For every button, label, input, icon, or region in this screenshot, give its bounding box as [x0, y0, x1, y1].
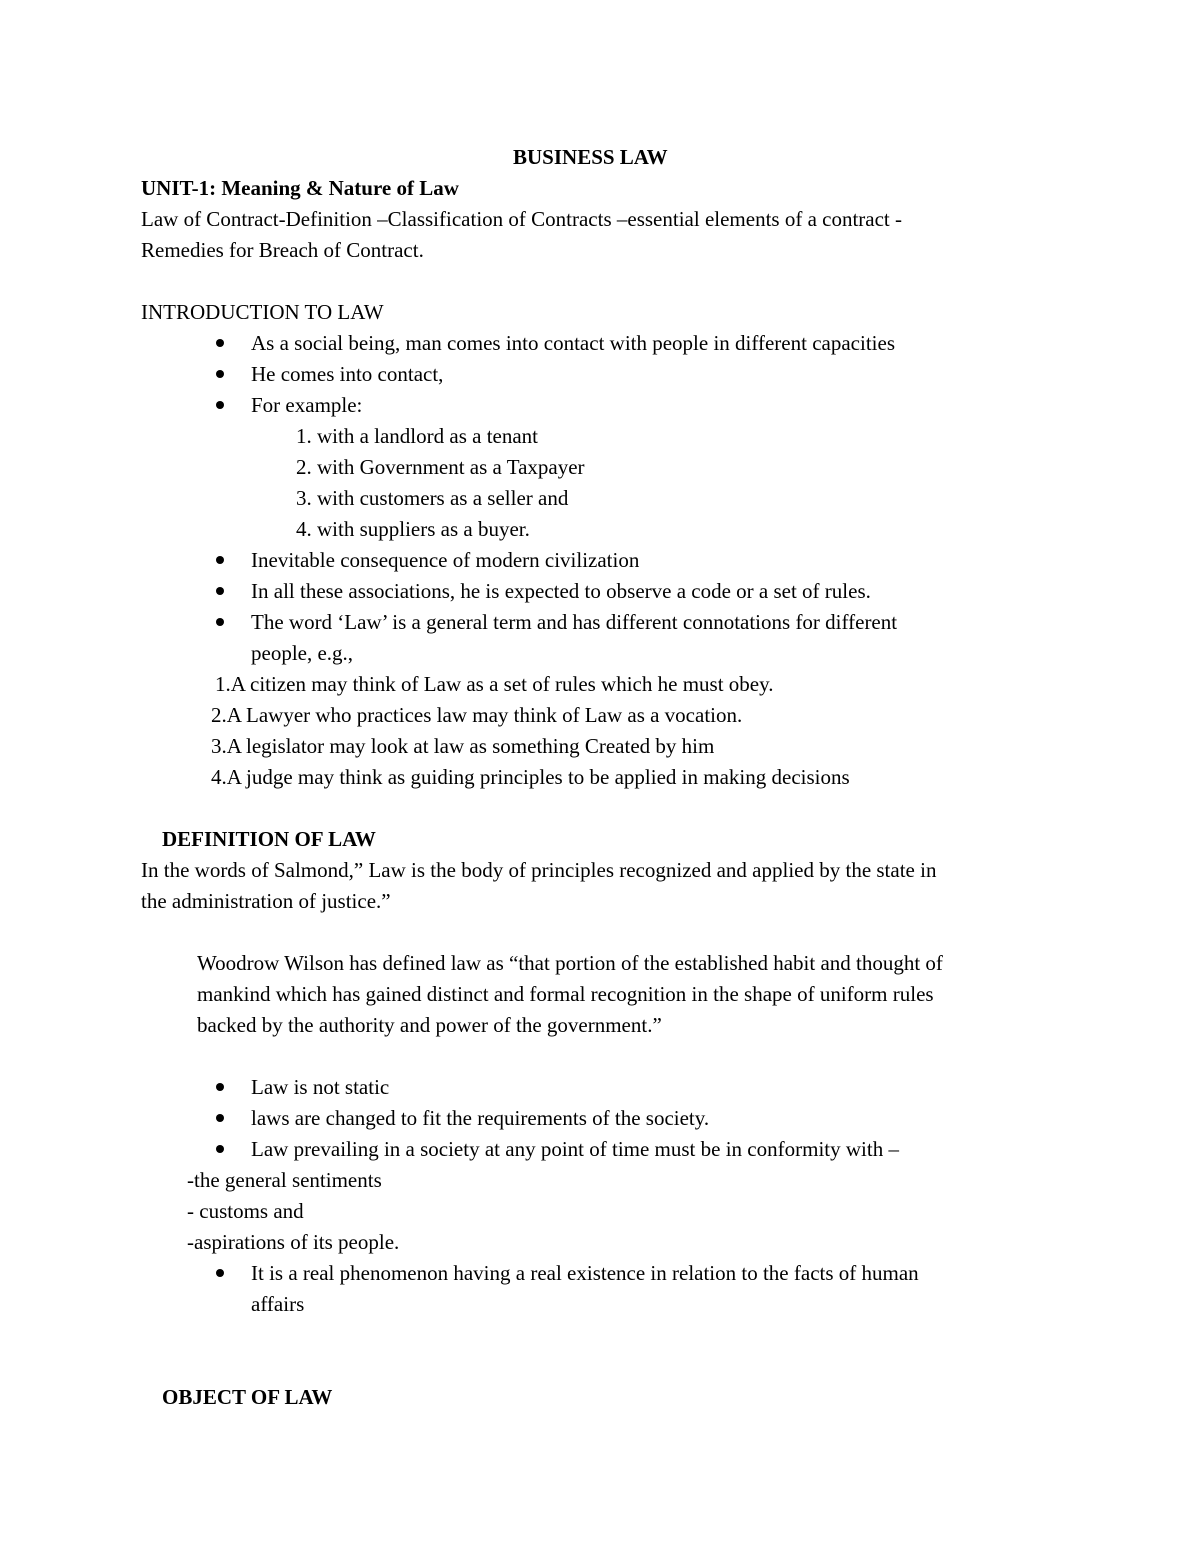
- list-item: Law prevailing in a society at any point of time must be in conformity with –: [251, 1137, 899, 1161]
- wilson-definition: mankind which has gained distinct and formal recognition in the shape of uniform rules: [197, 982, 934, 1006]
- dash-item: -aspirations of its people.: [187, 1230, 400, 1254]
- list-item: As a social being, man comes into contact with people in different capacities: [251, 331, 895, 355]
- intro-heading: INTRODUCTION TO LAW: [141, 300, 384, 324]
- example-item: 3. with customers as a seller and: [296, 486, 569, 510]
- salmond-definition: In the words of Salmond,” Law is the body of principles recognized and applied by the state in: [141, 858, 937, 882]
- list-item: The word ‘Law’ is a general term and has different connotations for different: [251, 610, 898, 634]
- bullet-icon: [216, 1083, 224, 1091]
- bullet-icon: [216, 587, 224, 595]
- unit-heading: UNIT-1: Meaning & Nature of Law: [141, 176, 459, 200]
- example-item: 2. with Government as a Taxpayer: [296, 455, 585, 479]
- bullet-icon: [216, 339, 224, 347]
- list-item: For example:: [251, 393, 363, 417]
- view-item: 2.A Lawyer who practices law may think of Law as a vocation.: [211, 703, 743, 727]
- view-item: 3.A legislator may look at law as something Created by him: [211, 734, 715, 758]
- list-item-continuation: affairs: [251, 1292, 305, 1316]
- dash-item: -the general sentiments: [187, 1168, 382, 1192]
- bullet-icon: [216, 1145, 224, 1153]
- definition-heading: DEFINITION OF LAW: [162, 827, 376, 851]
- salmond-definition: the administration of justice.”: [141, 889, 391, 913]
- list-item: Inevitable consequence of modern civilization: [251, 548, 640, 572]
- example-item: 1. with a landlord as a tenant: [296, 424, 539, 448]
- view-item: 4.A judge may think as guiding principles to be applied in making decisions: [211, 765, 850, 789]
- bullet-icon: [216, 401, 224, 409]
- view-item: 1.A citizen may think of Law as a set of rules which he must obey.: [215, 672, 774, 696]
- list-item: He comes into contact,: [251, 362, 444, 386]
- list-item-continuation: people, e.g.,: [251, 641, 354, 665]
- bullet-icon: [216, 618, 224, 626]
- dash-item: - customs and: [187, 1199, 304, 1223]
- bullet-icon: [216, 1114, 224, 1122]
- bullet-icon: [216, 1269, 224, 1277]
- example-item: 4. with suppliers as a buyer.: [296, 517, 530, 541]
- list-item: In all these associations, he is expected to observe a code or a set of rules.: [251, 579, 871, 603]
- document-title: BUSINESS LAW: [513, 145, 668, 169]
- object-heading: OBJECT OF LAW: [162, 1385, 333, 1409]
- wilson-definition: backed by the authority and power of the government.”: [197, 1013, 662, 1037]
- wilson-definition: Woodrow Wilson has defined law as “that portion of the established habit and thought of: [197, 951, 943, 975]
- list-item: laws are changed to fit the requirements of the society.: [251, 1106, 710, 1130]
- list-item: It is a real phenomenon having a real existence in relation to the facts of human: [251, 1261, 919, 1285]
- syllabus-line: Law of Contract-Definition –Classification of Contracts –essential elements of a contract -: [141, 207, 903, 231]
- syllabus-line: Remedies for Breach of Contract.: [141, 238, 424, 262]
- list-item: Law is not static: [251, 1075, 390, 1099]
- bullet-icon: [216, 370, 224, 378]
- bullet-icon: [216, 556, 224, 564]
